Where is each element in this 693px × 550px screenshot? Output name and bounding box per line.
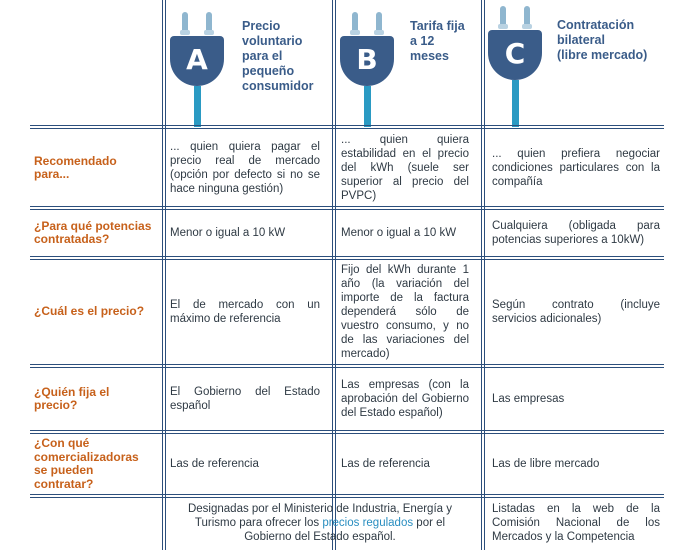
cell-precio-b: Fijo del kWh durante 1 año (la variación del importe de la factura dependerá sólo de vuestro consumo, y no de las variaciones del mercado) (341, 264, 469, 360)
rule-header (30, 125, 664, 129)
row-label-quien-fija: ¿Quién fija el precio? (34, 384, 110, 412)
cell-potencias-a: Menor o igual a 10 kW (170, 227, 286, 239)
cell-quien-fija-c: Las empresas (492, 393, 565, 405)
column-b-title: Tarifa fija a 12 meses (410, 19, 465, 63)
cell-recomendado-c: ... quien prefiera negociar condiciones particulares con la compañía (492, 148, 660, 188)
cell-comercializadoras-c: Las de libre mercado (492, 458, 600, 470)
footer-ab-text-end: por el Gobierno del Estado español. (244, 517, 446, 543)
cell-recomendado-b: ... quien quiera estabilidad en el precio del kWh (suele ser superior al precio del PVPC) (341, 134, 469, 202)
plug-a-icon (170, 12, 226, 127)
plug-b-icon (340, 12, 396, 127)
row-label-comercializadoras: ¿Con qué comercializadoras se pueden contratar? (34, 436, 139, 491)
column-c-title: Contratación bilateral (libre mercado) (557, 18, 648, 62)
cell-comercializadoras-b: Las de referencia (341, 458, 430, 470)
cell-potencias-c: Cualquiera (obligada para potencias superiores a 10kW) (492, 220, 660, 246)
precios-regulados-link[interactable]: precios regulados (322, 517, 414, 529)
column-a-title: Precio voluntario para el pequeño consumidor (242, 19, 314, 93)
column-a-letter: A (186, 43, 208, 76)
column-b-letter: B (356, 43, 378, 76)
cell-potencias-b: Menor o igual a 10 kW (341, 227, 457, 239)
plug-c-icon (488, 6, 544, 127)
rule-col-a (162, 0, 166, 550)
cell-recomendado-a: ... quien quiera pagar el precio real de mercado (opción por defecto si no se hace ninguna gestión) (170, 141, 320, 195)
cell-precio-a: El de mercado con un máximo de referencia (170, 299, 320, 325)
cell-quien-fija-a: El Gobierno del Estado español (170, 386, 320, 412)
cell-comercializadoras-a: Las de referencia (170, 458, 259, 470)
rule-col-b (332, 0, 336, 550)
column-c-letter: C (504, 37, 526, 70)
footer-ab-text: Designadas por el Ministerio de Industria, Energía y Turismo para ofrecer los (187, 503, 452, 529)
cell-quien-fija-b: Las empresas (con la aprobación del Gobierno del Estado español) (341, 379, 469, 419)
row-label-recomendado: Recomendado para... (34, 153, 117, 181)
footer-ab-note (170, 498, 470, 548)
rule-col-c (481, 0, 485, 550)
row-label-potencias: ¿Para qué potencias contratadas? (34, 218, 152, 246)
row-label-precio: ¿Cuál es el precio? (34, 304, 145, 319)
footer-c-note: Listadas en la web de la Comisión Nacional de los Mercados y la Competencia (492, 503, 660, 543)
cell-precio-c: Según contrato (incluye servicios adicionales) (492, 299, 660, 325)
